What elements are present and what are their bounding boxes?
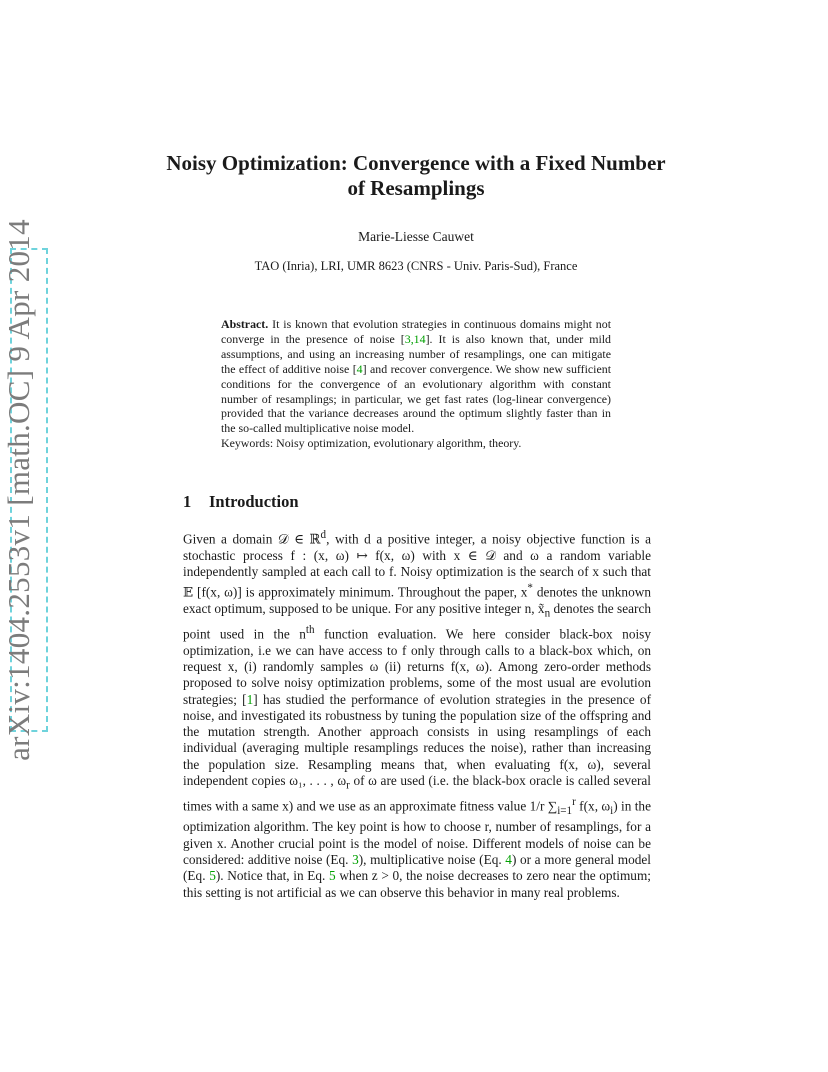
section-heading (183, 492, 299, 512)
paper-title: Noisy Optimization: Convergence with a Fixed Number of Resamplings (166, 151, 666, 200)
body-text: ) or a more general model (Eq. (183, 852, 651, 884)
subscript: i (610, 805, 614, 818)
arxiv-stamp: arXiv:1404.2553v1 [math.OC] 9 Apr 2014 (1, 219, 36, 761)
body-text: , with d a positive integer, a noisy objective function is a stochastic process f : (x, ω) ↦ f(x, ω) with x ∈ 𝒟 and ω a random variable independently sampled at each call to f. Noisy optimization is the search of x such that 𝔼 [f(x, ω)] is approximately minimum. Throughout the paper, x (183, 531, 651, 600)
fraction-sum: 1/r ∑ (529, 798, 558, 814)
keywords: Keywords: Noisy optimization, evolutionary algorithm, theory. (221, 436, 522, 451)
equation-link[interactable]: 4 (505, 852, 512, 867)
citation-link[interactable]: 1 (246, 691, 254, 707)
body-text: ) in the optimization algorithm. The key point is how to choose r, number of resamplings, for a given x. Another crucial point is the model of noise. Different models of noise can be considered: additive noise (Eq. (183, 798, 651, 867)
citation-link[interactable]: 4 (356, 361, 363, 376)
abstract (221, 317, 611, 451)
body-text: denotes the unknown exact optimum, supposed to be unique. For any positive integer n, x̃ (183, 584, 651, 617)
introduction-paragraph (183, 527, 651, 901)
body-text: of ω are used (i.e. the black-box oracle is called several times with a same x) and we use as an approximate fitness value (183, 773, 651, 814)
section-title: Introduction (209, 492, 299, 511)
body-text: denotes the search point used in the n (183, 601, 652, 642)
superscript: d (320, 529, 327, 541)
body-text: ), multiplicative noise (Eq. (358, 852, 506, 867)
abstract-text: ]. It is also known that, under mild assumptions, and using an increasing number of resamplings, one can mitigate the effect of additive noise [ (221, 331, 611, 376)
affiliation: TAO (Inria), LRI, UMR 8623 (CNRS - Univ. Paris-Sud), France (254, 259, 578, 273)
body-text: Given a domain 𝒟 ∈ ℝ (183, 531, 321, 547)
citation-link[interactable]: 3,14 (404, 331, 426, 346)
body-text: ). Notice that, in Eq. (215, 868, 330, 884)
superscript: th (305, 623, 315, 636)
author-name: Marie-Liesse Cauwet (358, 229, 474, 244)
equation-link[interactable]: 3 (352, 852, 359, 867)
superscript: r (572, 796, 576, 809)
body-text: when z > 0, the noise decreases to zero near the optimum; this setting is not artificial as we can observe this behavior in many real problems. (183, 868, 651, 900)
subscript: i=1 (557, 805, 573, 818)
body-text: function evaluation. We here consider black-box noisy optimization, i.e we can have access to f only through calls to a black-box which, on request x, (i) randomly samples ω (ii) returns f(x, ω). Among zero-order methods proposed to solve noisy optimization problems, some of the most usual are evolution strategies; [ (183, 626, 651, 707)
abstract-text: It is known that evolution strategies in continuous domains might not converge in the presence of noise [ (221, 317, 611, 346)
subscript: n (544, 607, 551, 620)
body-text: f(x, ω (575, 798, 611, 814)
superscript: * (527, 582, 533, 595)
equation-link[interactable]: 5 (209, 868, 216, 884)
equation-link[interactable]: 5 (329, 868, 336, 884)
abstract-text: ] and recover convergence. We show new sufficient conditions for the convergence of an evolutionary algorithm with constant number of resamplings; in particular, we get fast rates (log-linear convergence) provided that the variance decreases around the optimum slightly faster than in the so-called multiplicative noise model. (221, 361, 611, 436)
body-text: ] has studied the performance of evolution strategies in the presence of noise, and investigated its robustness by tuning the population size of the offspring and the mutation strength. Another approach consists in using resamplings of each individual (averaging multiple resamplings reduces the noise), rather than increasing the population size. Resampling means that, when evaluating f(x, ω), several independent copies ω₁, . . . , ω (183, 691, 651, 789)
subscript: r (346, 779, 350, 792)
abstract-label: Abstract. (221, 317, 269, 331)
section-number: 1 (183, 492, 192, 511)
